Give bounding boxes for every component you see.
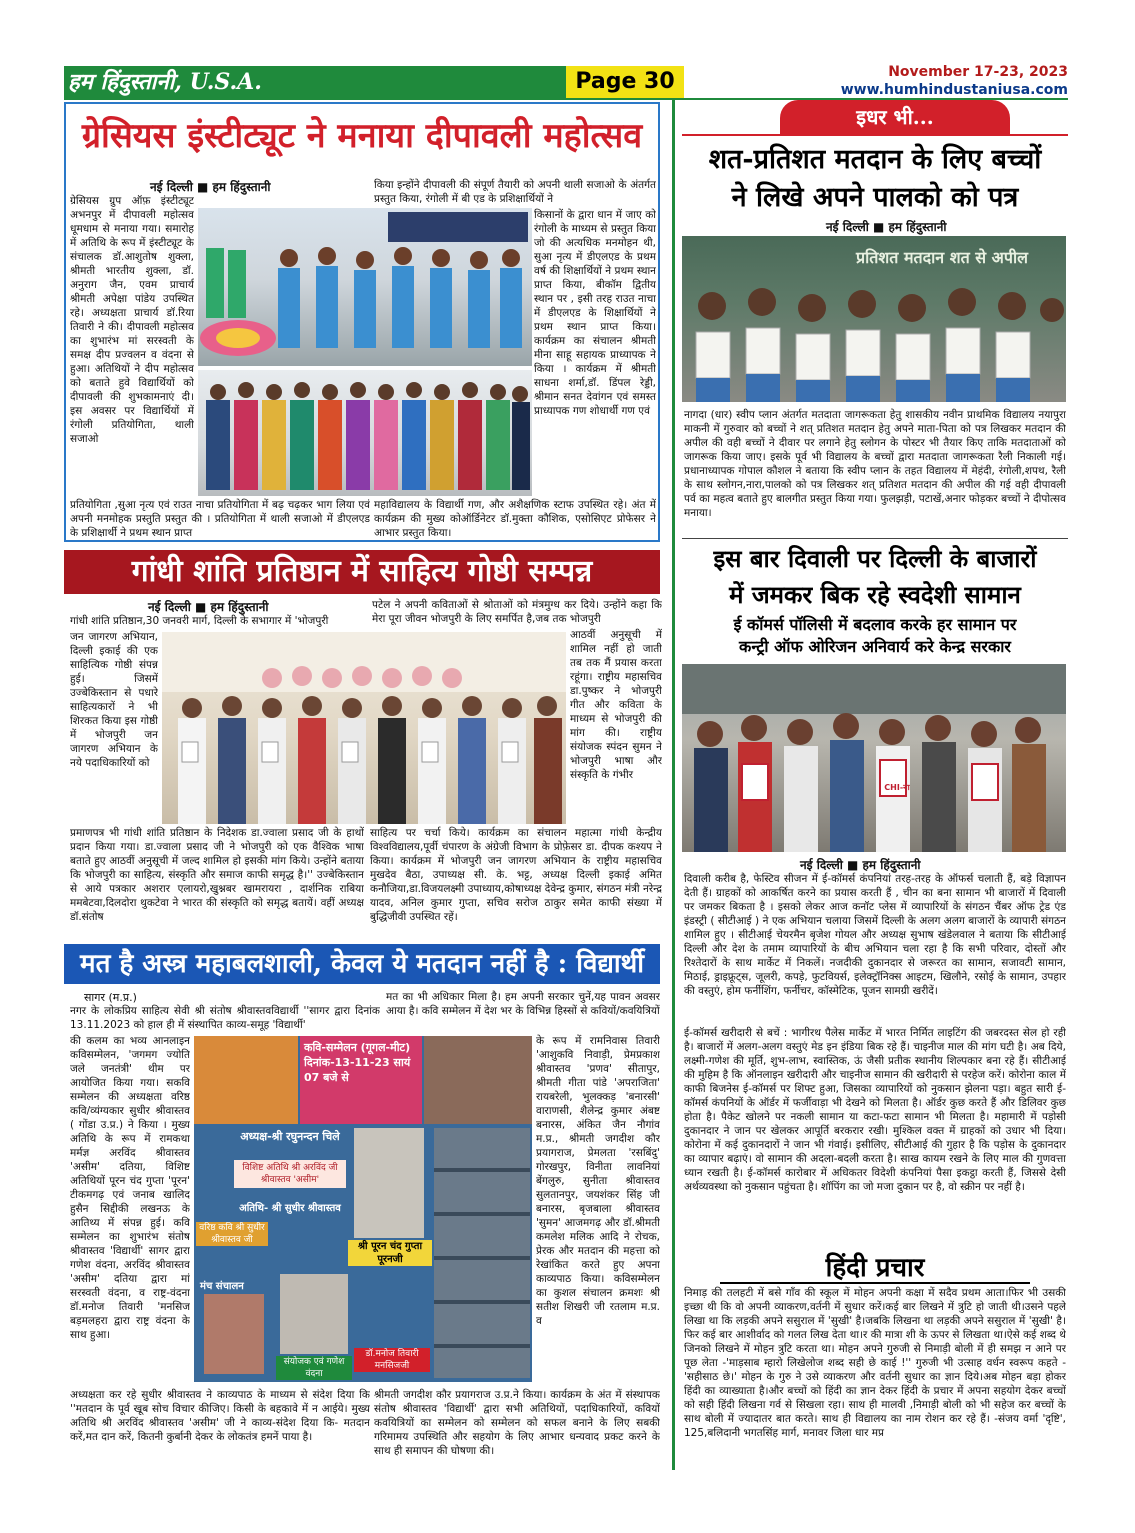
poster-puran-label: श्री पूरन चंद गुप्ता पूरनजी	[348, 1240, 432, 1266]
article-body: साहित्य पर चर्चा किये। कार्यक्रम का संचालन महात्मा गांधी केन्द्रीय विश्वविद्यालय,पूर्वी चंपारण के अंग्रेजी विभाग के प्रोफ़ेसर डा. दीपक कश्यप ने किया। कार्यक्रम में भोजपुरी जन जागरण अभियान के राष्ट्रीय महासचिव मुखदेव बैठा, उपाध्यक्ष सी. के. भट्ट, अध्यक्ष दिल्ली इकाई अमित कनौजिया,डा.विजयलक्ष्मी उपाध्याय,कोषाध्यक्ष देवेन्द्र कुमार, संगठन मंत्री नरेन्द्र यादव, अनिल कुमार गुप्ता, सचिव सरोज ठाकुर समेत काफी संख्या में बुद्धिजीवी उपस्थित रहें।	[370, 827, 662, 923]
sidebar-rule	[682, 134, 1068, 136]
poster-chair-label: अध्यक्ष-श्री रघुनन्दन चिले	[240, 1130, 340, 1143]
article-body: के रूप में रामनिवास तिवारी 'आशुकवि निवाड़ी, प्रेमप्रकाश श्रीवास्तव 'प्रणव' सीतापुर, श्रीमती गीता पांडे 'अपराजिता' रायबरेली, भुलक्कड़ 'बनारसी' वाराणसी, शैलेन्द्र कुमार अंबष्ट बनारस, अंकित जैन नौगांव म.प्र., श्रीमती जगदीश कौर प्रयागराज, प्रेमलता 'रसबिंदु' गोरखपुर, विनीता लावनियां बेंगलुरु, सुनीता श्रीवास्तव सुलतानपुर, जयशंकर सिंह जी बनारस, बृजबाला श्रीवास्तव 'सुमन' आजमगढ़ और डॉ.श्रीमती कमलेश मलिक आदि ने रोचक, प्रेरक और मतदान की महत्ता को रेखांकित करते हुए अपना काव्यपाठ किया। कविसम्मेलन का कुशल संचालन क्रमशः श्री सतीश शिखरी जी रतलाम म.प्र. व	[536, 1035, 660, 1327]
poster-grid-photos	[434, 1128, 530, 1378]
group-illustration	[198, 370, 532, 496]
article-body: दिवाली करीब है, फेस्टिव सीजन में ई-कॉमर्स कंपनियां तरह-तरह के ऑफर्स चलाती हैं, बड़े विज्ञापन देती हैं। ग्राहकों को आकर्षित करने का प्रयास करती हैं , चीन का बना सामान भी बाजारों में दिवाली पर जमकर बिकता है । इसको लेकर आज कनॉट प्लेस में व्यापारियों के संगठन चैंबर ऑफ ट्रेड एंड इंडस्ट्री ( सीटीआई ) ने एक अभियान चलाया जिसमें दिल्ली के अलग अलग बाजारों के व्यापारी संगठन शामिल हुए । सीटीआई चेयरमैन बृजेश गोयल और अध्यक्ष सुभाष खंडेलवाल ने बताया कि सीटीआई दिल्ली और देश के तमाम व्यापारियों के बीच अभियान चला रहा है कि सभी परिवार, दोस्तों और रिश्तेदारों के साथ मार्केट में निकलें। नजदीकी दुकानदार से जरूरत का सामान, सजावटी सामान, मिठाई, ड्राइफ्रूट्स, जूलरी, कपड़े, फुटवियर्स, इलेक्ट्रॉनिक्स आइटम, खिलौने, रसोई के सामान, उपहार की वस्तुएं, होम फर्नीशिंग, फर्नीचर, कॉस्मेटिक, पूजन सामग्री खरीदें।	[684, 873, 1066, 997]
poster-portrait	[354, 1128, 424, 1238]
event-photo	[162, 632, 566, 824]
dateline: सागर (म.प्र.)	[84, 991, 137, 1004]
dateline: नई दिल्ली ■ हम हिंदुस्तानी	[148, 600, 269, 614]
article-body: पटेल ने अपनी कविताओं से श्रोताओं को मंत्रमुग्ध कर दिये। उन्होंने कहा कि मेरा पूरा जीवन भोजपुरी के लिए समर्पित है,जब तक भोजपुरी	[372, 599, 662, 625]
article-body: किया इन्होंने दीपावली की संपूर्ण तैयारी को अपनी थाली सजाओ के अंतर्गत प्रस्तुत किया, रंगोली में बी एड के प्रशिक्षार्थियों ने	[374, 179, 656, 205]
article-body: नगर के लोकप्रिय साहित्य सेवी श्री संतोष श्रीवास्तवविद्यार्थी ''सागर द्वारा दिनांक 13.11.2023 को हाल ही में संस्थापित काव्य-समूह 'विद्यार्थी'	[70, 1005, 380, 1031]
website-link[interactable]: www.humhindustaniusa.com	[840, 82, 1068, 98]
poster-manoj-label: डॉ.मनोज तिवारी मनसिजजी	[354, 1348, 430, 1372]
poster-senior-label: वरिष्ठ कवि श्री सुधीर श्रीवास्तव जी	[196, 1222, 268, 1246]
dancers-illustration	[198, 208, 532, 366]
poster-guest-label: अतिथि- श्री सुधीर श्रीवास्तव	[239, 1203, 341, 1214]
poster-special-label: विशिष्ट अतिथि श्री अरविंद जी श्रीवास्तव 'असीम'	[234, 1160, 346, 1188]
students-photo	[682, 236, 1066, 402]
dateline: नई दिल्ली ■ हम हिंदुस्तानी	[800, 858, 921, 872]
sidebar-headline: में जमकर बिक रहे स्वदेशी सामान	[729, 580, 1021, 609]
dateline: नई दिल्ली ■ हम हिंदुस्तानी	[826, 220, 947, 234]
article-body: श्रीमती जगदीश कौर प्रयागराज उ.प्र.ने किया। कार्यक्रम के अंत में संस्थापक संतोष श्रीवास्तव 'विद्यार्थी' द्वारा सभी अतिथियों, पदाधिकारियों, कवियों कवयित्रियों का सम्मेलन को सम्मेलन को सफल बनाने के लिए सबकी गरिमामय उपस्थिति और सहयोग के लिए आभार धन्यवाद प्रकट करने के साथ ही समापन की घोषणा की।	[374, 1389, 660, 1457]
event-photo	[198, 208, 532, 366]
article-body: प्रतियोगिता ,सुआ नृत्य एवं राउत नाचा प्रतियोगिता में बढ़ चढ़कर भाग लिया एवं अपनी मनमोहक प्रस्तुति प्रस्तुत की । प्रतियोगिता में थाली सजाओ में डीएलएड के प्रशिक्षार्थी ने प्रथम स्थान प्राप्त	[70, 499, 370, 539]
article-headline: मत है अस्त्र महाबलशाली, केवल ये मतदान नहीं है : विद्यार्थी	[64, 944, 660, 984]
article-headline: ग्रेसियस इंस्टीट्यूट ने मनाया दीपावली महोत्सव	[81, 116, 643, 156]
sidebar-headline: शत-प्रतिशत मतदान के लिए बच्चों	[708, 144, 1042, 175]
article-body: किसानों के द्वारा धान में जाए को रंगोली के माध्यम से प्रस्तुत किया जो की अत्यधिक मनमोहन थी, सुआ नृत्य में डीएलएड के प्रथम वर्ष की शिक्षार्थियों ने प्रथम स्थान प्राप्त किया, बीकॉम द्वितीय स्थान पर , इसी तरह राउत नाचा में डीएलएड के शिक्षार्थियों ने प्रथम स्थान प्राप्त किया। कार्यक्रम का संचालन श्रीमती मीना साहू सहायक प्राध्यापक ने किया । कार्यक्रम में श्रीमती साधना शर्मा,डॉ. डिंपल रेड्डी, श्रीमान सनत देवांगन एवं समस्त प्राध्यापक गण शोधार्थी गण एवं	[534, 209, 656, 417]
article-body: की कलम का भव्य आनलाइन कविसम्मेलन, 'जगमग ज्योति जले जनतंत्री' थीम पर आयोजित किया गया। सकवि सम्मेलन की अध्यक्षता वरिष्ठ कवि/व्यंग्यकार सुधीर श्रीवास्तव ( गोंडा उ.प्र.) ने किया । मुख्य अतिथि के रूप में रामकथा मर्मज्ञ अरविंद श्रीवास्तव 'असीम' दतिया, विशिष्ट अतिथियों पूरन चंद गुप्ता 'पूरन' टीकमगढ़ एवं जनाब खालिद हुसैन सिद्दीकी लखनऊ के आतिथ्य में संपन्न हुई। कवि सम्मेलन का शुभारंभ संतोष श्रीवास्तव 'विद्यार्थी' सागर द्वारा गणेश वंदना, अरविंद श्रीवास्तव 'असीम' दतिया द्वारा मां सरस्वती वंदना, व राष्ट्र-वंदना डॉ.मनोज तिवारी 'मनसिज बड़मलहरा द्वारा राष्ट्र वंदना के साथ हुआ।	[70, 1035, 190, 1341]
article-body: निमाड़ की तलहटी में बसे गाँव की स्कूल में मोहन अपनी कक्षा में सदैव प्रथम आता।फिर भी उसकी इच्छा थी कि वो अपनी व्याकरण,वर्तनी में सुधार करें।कई बार लिखने में त्रुटि हो जाती थी।उसने पहले लिखा था कि लड़की अपने ससुराल में 'सुखी' है।जबकि लिखना था लड़की अपने ससुराल में 'सुखी' है।फिर कई बार आशीर्वाद को गलत लिख देता था।र की मात्रा शी के ऊपर से लिखता था।ऐसे कई शब्द थे जिनको लिखने में मोहन त्रुटि करता था। मोहन अपने गुरुजी से निमाड़ी बोली में ही समझ न आने पर पूछ लेता -'माड़साब म्हारो लिखेलोज शब्द सही छे काई !'' गुरुजी भी उत्साह वर्धन स्वरूप कहते -'सहीसाठ छे।' मोहन के गुरु ने उसे व्याकरण और वर्तनी सुधार का ज्ञान दिये।अब मोहन बड़ा होकर हिंदी का व्याख्याता है।और बच्चों को हिंदी का ज्ञान देकर हिंदी के प्रचार में अपना सहयोग देकर बच्चों को सही हिंदी लिखना गर्व से सिखला रहा। साथ ही मालवी ,निमाड़ी बोली को भी सहेज कर बच्चों के साथ बोली में ज्यादातर बात करते। साथ ही विद्यालय का नाम रोशन कर रहे हैं। -संजय वर्मा 'दृष्टि', 125,बलिदानी भगतसिंह मार्ग, मनावर जिला धार मप्र	[684, 1287, 1066, 1439]
poster-glasses-portrait	[280, 1274, 348, 1354]
article-body: जन जागरण अभियान, दिल्ली इकाई की एक साहित्यिक गोष्ठी संपन्न हुई। जिसमें उज्बेकिस्तान से पधारे साहित्यकारों ने भी शिरकत किया इस गोष्ठी में भोजपुरी जन जागरण अभियान के नये पदाधिकारियों को	[70, 631, 158, 769]
sidebar-headline: हिंदी प्रचार	[825, 1253, 925, 1283]
poster-ganesh-label: संयोजक एवं गणेश वंदना	[276, 1356, 352, 1380]
group-illustration	[162, 632, 566, 824]
article-body: ग्रेसियस ग्रुप ऑफ़ इंस्टीट्यूट अभनपुर में दीपावली महोत्सव धूमधाम से मनाया गया। समारोह में अतिथि के रूप में इंस्टीट्यूट के संचालक डॉ.आशुतोष शुक्ला, श्रीमती भारतीय शुक्ला, डॉ. अनुराग जैन, एवम प्राचार्य श्रीमती अपेक्षा पांडेय उपस्थित रहे। अध्यक्षता प्राचार्य डॉ.रिया तिवारी ने की। दीपावली महोत्सव का शुभारंभ मां सरस्वती के समक्ष दीप प्रज्वलन व वंदना से हुआ। अतिथियों ने दीप महोत्सव को बताते हुवे विद्यार्थियों को दीपावली की शुभकामनाएं दी। इस अवसर पर विद्यार्थियों में रंगोली प्रतियोगिता, थाली सजाओ	[70, 195, 194, 445]
article-body: गांधी शांति प्रतिष्ठान,30 जनवरी मार्ग, दिल्ली के सभागार में 'भोजपुरी	[70, 615, 329, 627]
article-headline: गांधी शांति प्रतिष्ठान में साहित्य गोष्ठी सम्पन्न	[64, 550, 660, 594]
sidebar-subheadline: कन्ट्री ऑफ ओरिजन अनिवार्य करे केन्द्र सरकार	[739, 637, 1011, 656]
sidebar-rule	[682, 538, 1068, 539]
poster-title-panel: कवि-सम्मेलन (गूगल-मीट) दिनांक-13-11-23 सायं 07 बजे से	[300, 1036, 422, 1124]
masthead-title: हम हिंदुस्तानी, U.S.A.	[68, 69, 262, 95]
page-number: Page 30	[566, 66, 684, 98]
article-body: ई-कॉमर्स खरीदारी से बचें : भागीरथ पैलेस मार्केट में भारत निर्मित लाइटिंग की जबरदस्त सेल हो रही है। बाजारों में अलग-अलग वस्तुएं मेड इन इंडिया बिक रहे हैं। चाइनीज माल की मांग घटी है। अब दिये, लक्ष्मी-गणेश की मूर्ति, शुभ-लाभ, स्वास्तिक, ऊं जैसी प्रतीक स्थानीय शिल्पकार बना रहे हैं। सीटीआई की मुहिम है कि ऑनलाइन खरीदारी और चाइनीज सामान की खरीदारी से परहेज करें। कोरोना काल में काफी बिजनेस ई-कॉमर्स पर शिफ्ट हुआ, जिसका व्यापारियों को नुकसान झेलना पड़ा। बहुत सारी ई-कॉमर्स कंपनियों के ऑर्डर में फर्जीवाड़ा भी देखने को मिलता है। ऑर्डर कुछ करते हैं और डिलिवर कुछ होता है। पैकेट खोलने पर नकली सामान या कटा-फटा सामान भी मिलता है। महामारी में पड़ोसी दुकानदार ने जान पर खेलकर आपूर्ति बरकरार रखी। मुश्किल वक्त में ग्राहकों को उधार भी दिया। कोरोना में कई दुकानदारों ने जान भी गंवाई। इसीलिए, सीटीआई की गुहार है कि पड़ोस के दुकानदार का व्यापार बढ़ाएं। वो सामान की अदला-बदली करता है। साख कायम रखने के लिए माल की गुणवत्ता ध्यान रखती है। ई-कॉमर्स कारोबार में अधिकतर विदेशी कंपनियां पैसा इकट्ठा करती हैं, जिससे देसी अर्थव्यवस्था को नुकसान पहुंचता है। शॉपिंग का जो मजा दुकान पर है, वो स्क्रीन पर नहीं है।	[684, 1027, 1066, 1193]
article-body: प्रमाणपत्र भी गांधी शांति प्रतिष्ठान के निदेशक डा.ज्वाला प्रसाद जी के हाथों प्रदान किया गया। डा.ज्वाला प्रसाद जी ने भोजपुरी को एक वैश्विक भाषा बताते हुए आठवीं अनुसूची में जल्द शामिल हो इसकी मांग किये। उन्होंने बताया कि भोजपुरी का साहित्य, संस्कृति और समाज काफी समृद्ध है।'' उज्बेकिस्तान से आये पत्रकार अशरार एलायरो,खुश्नबर खामरायरा , दार्शनिक राबिया ममबेटवा,दिलदोरा थुकटेवा ने भारत की संस्कृति को समृद्ध बतायें। वहीं अध्यक्ष डॉ.संतोष	[70, 827, 364, 923]
sidebar-rule	[720, 1282, 1030, 1284]
protest-photo	[682, 664, 1066, 852]
poster-collage	[194, 1036, 532, 1382]
sidebar-headline: ने लिखे अपने पालको को पत्र	[731, 182, 1019, 213]
issue-date: November 17-23, 2023	[888, 64, 1068, 80]
article-body: मत का भी अधिकार मिला है। हम अपनी सरकार चुनें,यह पावन अवसर आया है। कवि सम्मेलन में देश भर के विभिन्न हिस्सों से कवियों/कवयित्रियों	[386, 991, 660, 1017]
sign-text: CHI-ना	[884, 783, 910, 792]
dateline: नई दिल्ली ■ हम हिंदुस्तानी	[150, 180, 271, 194]
poster-anchor-portrait	[204, 1294, 264, 1374]
poster-photos-panel	[424, 1036, 532, 1124]
article-body: नागदा (धार) स्वीप प्लान अंतर्गत मतदाता जागरूकता हेतु शासकीय नवीन प्राथमिक विद्यालय नयापुरा माकनी में गुरुवार को बच्चों ने शत् प्रतिशत मतदान हेतु अपने माता-पिता को पत्र लिखकर मतदान की अपील की वही बच्चों ने दीवार पर लगाने हेतु स्लोगन के पोस्टर भी तैयार किए ताकि मतदाताओं को जागरूक किया जाए। इसके पूर्व भी विद्यालय के बच्चों द्वारा मतदाता जागरूकता रैली निकाली गई। प्रधानाध्यापक गोपाल कौशल ने बताया कि स्वीप प्लान के तहत विद्यालय में मेहंदी, रंगोली,शपथ, रैली के साथ स्लोगन,नारा,पालको को पत्र लिखकर शत् प्रतिशत मतदान की अपील की गई वही दीपावली पर्व का महत्व बताते हुए बालगीत प्रस्तुत किया गया। फुलझड़ी, पटाखें,अनार फोड़कर बच्चों ने दीपोत्सव मनाया।	[684, 409, 1066, 519]
blackboard-text: प्रतिशत मतदान शत से अपील	[856, 248, 1028, 267]
column-divider	[672, 100, 675, 1470]
poster-manch-label: मंच संचालन	[200, 1281, 244, 1292]
sidebar-label: इधर भी...	[780, 100, 1010, 134]
sidebar-subheadline: ई कॉमर्स पॉलिसी में बदलाव करके हर सामान पर	[733, 615, 1017, 634]
poster-deity-panel	[194, 1036, 298, 1124]
sidebar-headline: इस बार दिवाली पर दिल्ली के बाजारों	[713, 544, 1037, 573]
students-illustration	[682, 236, 1066, 402]
event-photo	[198, 370, 532, 496]
article-body: अध्यक्षता कर रहे सुधीर श्रीवास्तव ने काव्यपाठ के माध्यम से संदेश दिया कि ''मतदान के पूर्व खूब सोच विचार कीजिए। किसी के बहकावे में न आईये। मुख्य अतिथि श्री अरविंद श्रीवास्तव 'असीम' जी ने काव्य-संदेश दिया कि- मतदान करें,मत दान करें, कितनी कुर्बानी देकर के लोकतंत्र हमनें पाया है।	[70, 1389, 370, 1443]
article-body: महाविद्यालय के विद्यार्थी गण, और अशैक्षणिक स्टाफ उपस्थित रहे। अंत में कार्यक्रम की मुख्य कोऑर्डिनेटर डॉ.मुक्ता कौशिक, एसोसिएट प्रोफेसर ने आभार प्रस्तुत किया।	[374, 499, 656, 539]
traders-illustration	[682, 664, 1066, 852]
article-body: आठवीं अनुसूची में शामिल नहीं हो जाती तब तक मैं प्रयास करता रहूंगा। राष्ट्रीय महासचिव डा.पुष्कर ने भोजपुरी गीत और कविता के माध्यम से भोजपुरी की मांग की। राष्ट्रीय संयोजक स्पंदन सुमन ने भोजपुरी भाषा और संस्कृति के गंभीर	[570, 629, 662, 781]
